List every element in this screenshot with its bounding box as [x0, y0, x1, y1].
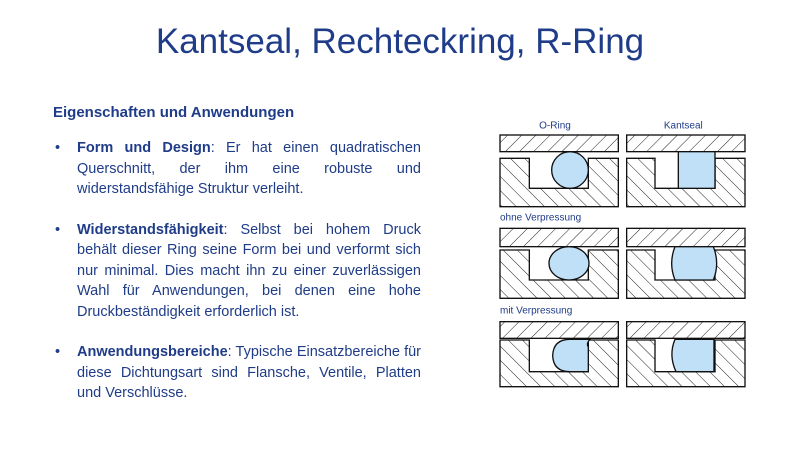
kantseal-pressurized [672, 339, 714, 371]
bullet-term: Form und Design [77, 140, 211, 156]
kantseal-compressed [672, 247, 717, 280]
bullet-list [53, 138, 421, 424]
seal-comparison-diagram [490, 110, 760, 400]
label-ohne-verpressung: ohne Verpressung [500, 212, 582, 224]
o-ring-compressed [549, 247, 589, 280]
bullet-resistance [53, 220, 421, 323]
o-ring-pressurized [553, 339, 590, 371]
bullet-term: Widerstandsfähigkeit [77, 221, 224, 238]
bullet-text: : Typische Einsatzbereiche für diese Dichtungsart sind Flansche, Ventile, Platten und Verschlüsse. [77, 344, 421, 401]
slide-title: Kantseal, Rechteckring, R-Ring [155, 22, 645, 61]
bullet-term: Anwendungsbereiche [77, 344, 228, 360]
bullet-form-design [53, 138, 421, 200]
label-kantseal: Kantseal [663, 120, 703, 132]
label-o-ring: O-Ring [539, 120, 571, 132]
label-mit-verpressung: mit Verpressung [500, 305, 573, 317]
bullet-applications [53, 342, 421, 404]
kantseal-uncompressed [678, 152, 715, 189]
section-heading: Eigenschaften und Anwendungen [53, 104, 295, 121]
bullet-text: : Er hat einen quadratischen Querschnitt, der ihm eine robuste und widerstandsfähige Struktur verleiht. [77, 140, 421, 197]
bullet-text: : Selbst bei hohem Druck behält dieser Ring seine Form bei und verformt sich nur minimal. Dies macht ihn zu einer zuverlässigen Wahl für Anwendungen, bei denen eine hohe Druckbeständigkeit erforderlich ist. [77, 221, 421, 320]
o-ring-uncompressed [552, 152, 589, 189]
